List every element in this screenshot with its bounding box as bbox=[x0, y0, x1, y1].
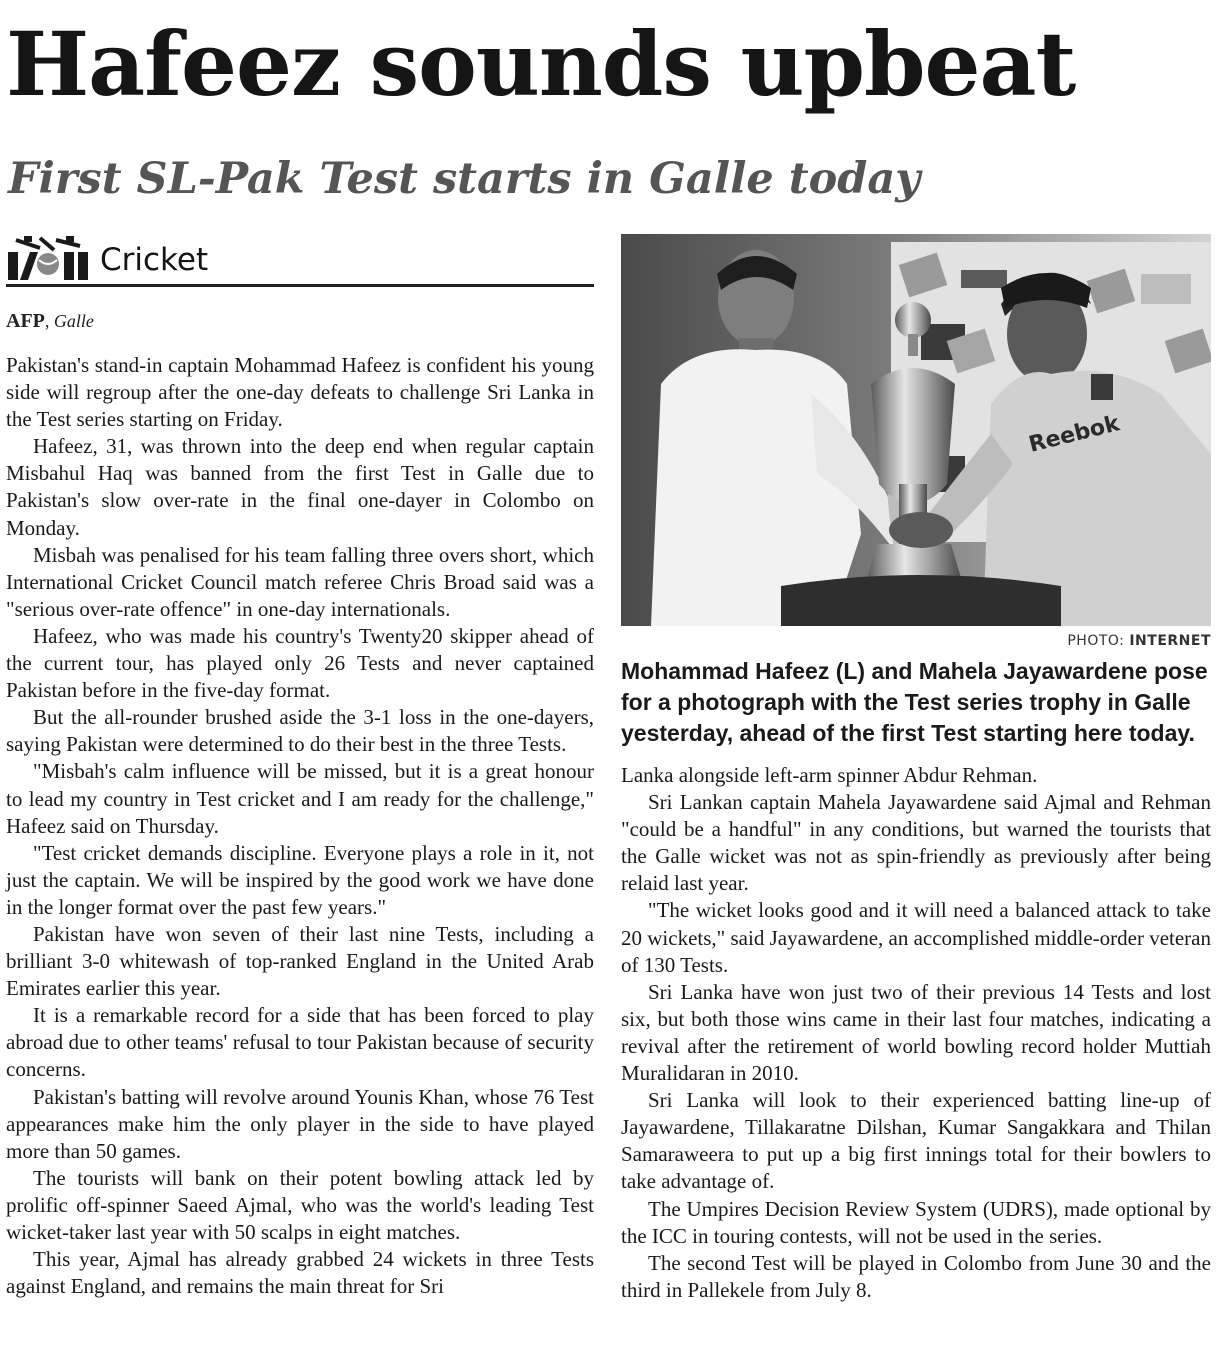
article-column-right bbox=[621, 762, 1211, 1304]
paragraph: Hafeez, 31, was thrown into the deep end when regular captain Misbahul Haq was banned from the first Test in Galle due to Pakistan's slow over-rate in the final one-dayer in Colombo on Monday. bbox=[6, 434, 594, 540]
paragraph: "The wicket looks good and it will need a balanced attack to take 20 wickets," said Jayawardene, an accomplished middle-order veteran of 130 Tests. bbox=[621, 898, 1211, 977]
paragraph: Misbah was penalised for his team falling three overs short, which International Cricket Council match referee Chris Broad said was a "serious over-rate offence" in one-day internationals. bbox=[6, 542, 594, 621]
paragraph: Sri Lanka have won just two of their previous 14 Tests and lost six, but both those wins came in their last four matches, indicating a revival after the retirement of world bowling record holder Muttiah Muralidaran in 2010. bbox=[621, 979, 1211, 1086]
jersey-text: Reebok bbox=[1026, 411, 1122, 458]
paragraph: Hafeez, who was made his country's Twenty20 skipper ahead of the current tour, has played only 26 Tests and never captained Pakistan before in the five-day format. bbox=[6, 623, 594, 703]
article-photo bbox=[621, 234, 1211, 626]
article-subheadline: First SL-Pak Test starts in Galle today bbox=[8, 154, 921, 204]
paragraph: Sri Lankan captain Mahela Jayawardene said Ajmal and Rehman "could be a handful" in any conditions, but warned the tourists that the Galle wicket was not as spin-friendly as previously after being relaid last year. bbox=[621, 790, 1211, 896]
cricket-bat-ball-icon bbox=[6, 234, 90, 282]
byline bbox=[6, 308, 94, 334]
paragraph: "Test cricket demands discipline. Everyone plays a role in it, not just the captain. We will be inspired by the good work we have done in the longer format over the past few years." bbox=[6, 840, 594, 919]
byline-place: Galle bbox=[53, 311, 94, 331]
byline-separator: , bbox=[44, 311, 50, 331]
paragraph: Pakistan have won seven of their last nine Tests, including a brilliant 3-0 whitewash of top-ranked England in the United Arab Emirates earlier this year. bbox=[6, 921, 594, 1001]
paragraph: But the all-rounder brushed aside the 3-1 loss in the one-dayers, saying Pakistan were determined to do their best in the three Tests. bbox=[6, 705, 594, 757]
paragraph: Sri Lanka will look to their experienced batting line-up of Jayawardene, Tillakaratne Dilshan, Kumar Sangakkara and Thilan Samaraweera to put up a big first innings total for their bowlers to take advantage of. bbox=[621, 1088, 1211, 1194]
paragraph: Pakistan's batting will revolve around Younis Khan, whose 76 Test appearances make him the only player in the side to have played more than 50 games. bbox=[6, 1084, 594, 1163]
photo-credit-source: INTERNET bbox=[1129, 633, 1211, 649]
section-tag bbox=[6, 234, 594, 287]
byline-agency: AFP bbox=[6, 310, 45, 332]
paragraph: Lanka alongside left-arm spinner Abdur Rehman. bbox=[621, 763, 1038, 787]
paragraph: This year, Ajmal has already grabbed 24 wickets in three Tests against England, and remains the main threat for Sri bbox=[6, 1247, 594, 1299]
section-label: Cricket bbox=[100, 242, 209, 278]
photo-credit-prefix: PHOTO: bbox=[1067, 633, 1125, 649]
paragraph: It is a remarkable record for a side that has been forced to play abroad due to other teams' refusal to tour Pakistan because of security concerns. bbox=[6, 1003, 594, 1082]
photo-caption: Mohammad Hafeez (L) and Mahela Jayawardene pose for a photograph with the Test series trophy in Galle yesterday, ahead of the first Test starting here today. bbox=[621, 658, 1208, 746]
paragraph: The Umpires Decision Review System (UDRS), made optional by the ICC in touring contests, will not be used in the series. bbox=[621, 1196, 1211, 1248]
photo-credit bbox=[621, 632, 1211, 650]
paragraph: Pakistan's stand-in captain Mohammad Hafeez is confident his young side will regroup after the one-day defeats to challenge Sri Lanka in the Test series starting on Friday. bbox=[6, 353, 594, 432]
paragraph: "Misbah's calm influence will be missed, but it is a great honour to lead my country in Test cricket and I am ready for the challenge," Hafeez said on Thursday. bbox=[6, 759, 594, 838]
paragraph: The tourists will bank on their potent bowling attack led by prolific off-spinner Saeed Ajmal, who was the world's leading Test wicket-taker last year with 50 scalps in eight matches. bbox=[6, 1165, 594, 1244]
photo-illustration bbox=[621, 234, 1211, 626]
article-headline: Hafeez sounds upbeat bbox=[6, 12, 1076, 116]
paragraph: The second Test will be played in Colombo from June 30 and the third in Pallekele from July 8. bbox=[621, 1250, 1211, 1302]
article-column-left bbox=[6, 352, 594, 1300]
